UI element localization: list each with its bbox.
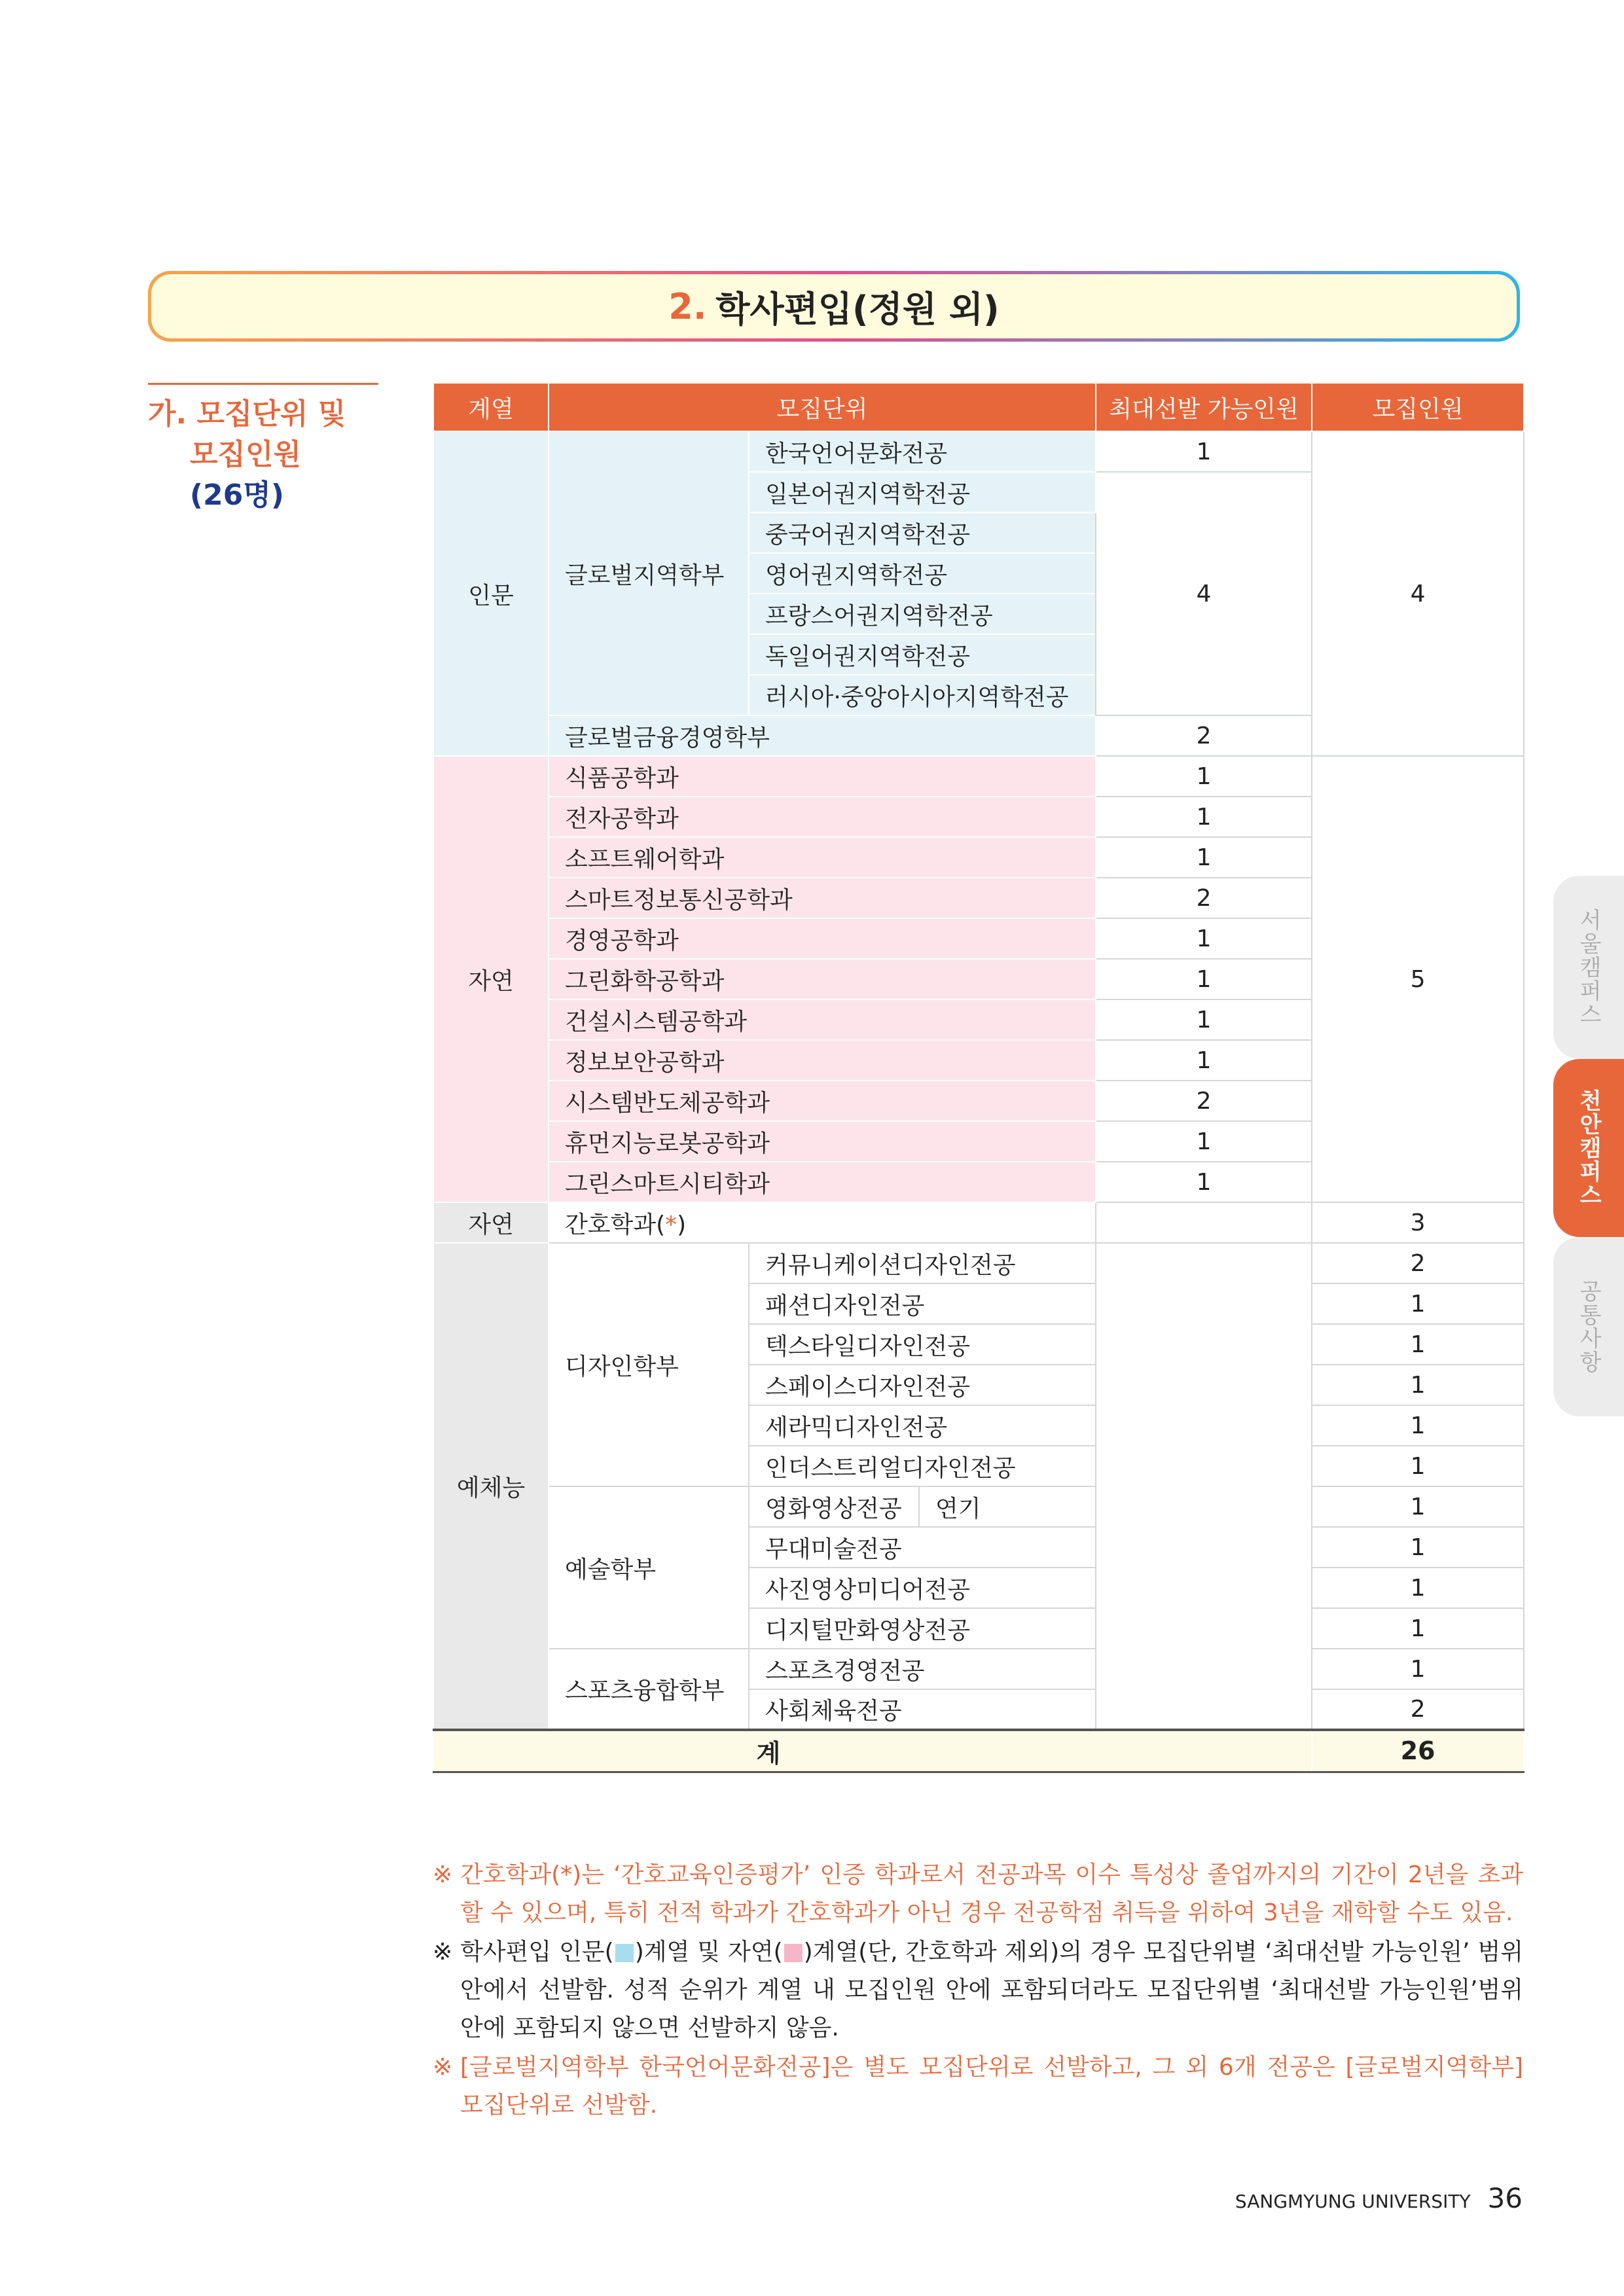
field-humanities: 인문 bbox=[433, 431, 549, 756]
heading-rule bbox=[148, 383, 378, 385]
max-count: 1 bbox=[1096, 1040, 1312, 1081]
header-unit: 모집단위 bbox=[549, 383, 1096, 431]
quota-cell: 1 bbox=[1312, 1324, 1524, 1365]
major-name: 사진영상미디어전공 bbox=[749, 1568, 1096, 1608]
dept-name: 스마트정보통신공학과 bbox=[549, 878, 1096, 918]
page-footer bbox=[1235, 2182, 1523, 2214]
max-count: 2 bbox=[1096, 878, 1312, 918]
major-name: 영어권지역학전공 bbox=[749, 553, 1096, 594]
table-row bbox=[433, 1202, 1524, 1243]
tab-cheonan-campus[interactable] bbox=[1553, 1059, 1624, 1237]
quota-cell: 1 bbox=[1312, 1446, 1524, 1486]
dept-name: 그린스마트시티학과 bbox=[549, 1162, 1096, 1202]
page-number: 36 bbox=[1487, 2182, 1523, 2214]
dept-name: 경영공학과 bbox=[549, 918, 1096, 959]
quota-cell: 1 bbox=[1312, 1649, 1524, 1689]
section-title: 학사편입(정원 외) bbox=[715, 288, 1000, 330]
note-nursing bbox=[433, 1856, 1523, 1932]
notes bbox=[433, 1856, 1523, 2126]
admission-table bbox=[433, 382, 1525, 1773]
major-name: 패션디자인전공 bbox=[749, 1283, 1096, 1324]
major-name: 사회체육전공 bbox=[749, 1689, 1096, 1730]
nursing-name: 간호학과( bbox=[565, 1211, 666, 1238]
major-name: 디지털만화영상전공 bbox=[749, 1608, 1096, 1649]
school-sports: 스포츠융합학부 bbox=[549, 1649, 749, 1730]
field-arts: 예체능 bbox=[433, 1243, 549, 1730]
subsection-heading bbox=[148, 394, 384, 516]
field-natural: 자연 bbox=[433, 756, 549, 1202]
dept-name: 건설시스템공학과 bbox=[549, 999, 1096, 1040]
section-banner-inner bbox=[151, 274, 1517, 338]
quota-cell: 1 bbox=[1312, 1405, 1524, 1446]
major-name: 러시아·중앙아시아지역학전공 bbox=[749, 675, 1096, 715]
max-count: 1 bbox=[1096, 1121, 1312, 1162]
tab-common[interactable] bbox=[1553, 1237, 1624, 1416]
quota-cell: 1 bbox=[1312, 1365, 1524, 1405]
school-art: 예술학부 bbox=[549, 1486, 749, 1649]
major-name: 스포츠경영전공 bbox=[749, 1649, 1096, 1689]
dept-name: 식품공학과 bbox=[549, 756, 1096, 797]
quota-cell: 1 bbox=[1312, 1568, 1524, 1608]
dept-name: 시스템반도체공학과 bbox=[549, 1081, 1096, 1121]
quota-cell: 1 bbox=[1312, 1486, 1524, 1527]
section-number: 2. bbox=[668, 285, 707, 327]
quota-cell: 2 bbox=[1312, 1243, 1524, 1283]
major-name: 스페이스디자인전공 bbox=[749, 1365, 1096, 1405]
humanities-swatch bbox=[615, 1944, 634, 1962]
max-count: 2 bbox=[1096, 715, 1312, 756]
max-count: 1 bbox=[1096, 999, 1312, 1040]
major-name: 인더스트리얼디자인전공 bbox=[749, 1446, 1096, 1486]
max-count-empty bbox=[1096, 1243, 1312, 1730]
max-count: 1 bbox=[1096, 797, 1312, 837]
max-count: 1 bbox=[1096, 918, 1312, 959]
field-nursing: 자연 bbox=[433, 1202, 549, 1243]
table-row bbox=[433, 1649, 1524, 1689]
major-name: 한국언어문화전공 bbox=[749, 431, 1096, 472]
heading-line-1: 가. 모집단위 및 bbox=[148, 397, 346, 431]
table-row bbox=[433, 756, 1524, 797]
dept-nursing bbox=[549, 1202, 1096, 1243]
max-count: 1 bbox=[1096, 837, 1312, 878]
major-sub: 연기 bbox=[919, 1486, 1096, 1527]
tab-label: 서울캠퍼스 bbox=[1575, 908, 1602, 1026]
school-global-finance: 글로벌금융경영학부 bbox=[549, 715, 1096, 756]
tab-seoul-campus[interactable] bbox=[1553, 876, 1624, 1059]
dept-name: 휴먼지능로봇공학과 bbox=[549, 1121, 1096, 1162]
note-text bbox=[460, 1933, 1523, 2047]
footer-university: SANGMYUNG UNIVERSITY bbox=[1235, 2191, 1471, 2212]
major-name: 커뮤니케이션디자인전공 bbox=[749, 1243, 1096, 1283]
note-global-regional bbox=[433, 2049, 1523, 2125]
major-name: 일본어권지역학전공 bbox=[749, 472, 1096, 512]
major-name: 영화영상전공 bbox=[749, 1486, 919, 1527]
note-mark: ※ bbox=[433, 1939, 453, 1965]
max-count: 1 bbox=[1096, 756, 1312, 797]
heading-line-2: 모집인원 bbox=[190, 438, 302, 471]
max-count: 2 bbox=[1096, 1081, 1312, 1121]
school-global-regional: 글로벌지역학부 bbox=[549, 431, 749, 715]
major-name: 무대미술전공 bbox=[749, 1527, 1096, 1568]
major-name: 프랑스어권지역학전공 bbox=[749, 594, 1096, 634]
natural-swatch bbox=[784, 1944, 803, 1962]
max-count: 1 bbox=[1096, 431, 1312, 472]
tab-label: 천안캠퍼스 bbox=[1575, 1089, 1602, 1207]
heading-line-3: (26명) bbox=[190, 478, 284, 512]
quota-cell: 1 bbox=[1312, 1527, 1524, 1568]
note-part: )계열(단, 간호학과 제외)의 경우 모집단위별 ‘최대선발 가능인원’ 범위 안에서 선발함. 성적 순위가 계열 내 모집인원 안에 포함되더라도 모집단위별 ‘최대선발 가능인원’범위 안에 포함되지 않으면 선발하지 않음. bbox=[460, 1939, 1523, 2041]
note-text: [글로벌지역학부 한국언어문화전공]은 별도 모집단위로 선발하고, 그 외 6개 전공은 [글로벌지역학부] 모집단위로 선발함. bbox=[460, 2054, 1523, 2119]
major-name: 텍스타일디자인전공 bbox=[749, 1324, 1096, 1365]
total-quota: 26 bbox=[1312, 1730, 1524, 1772]
quota-nursing: 3 bbox=[1312, 1202, 1524, 1243]
header-field: 계열 bbox=[433, 383, 549, 431]
note-mark: ※ bbox=[433, 2054, 453, 2081]
tab-label: 공통사항 bbox=[1575, 1280, 1602, 1374]
nursing-close: ) bbox=[677, 1211, 687, 1238]
note-mark: ※ bbox=[433, 1861, 453, 1888]
max-count-group: 4 bbox=[1096, 472, 1312, 715]
major-name: 세라믹디자인전공 bbox=[749, 1405, 1096, 1446]
table-row bbox=[433, 431, 1524, 472]
table-row bbox=[433, 1486, 1524, 1527]
max-count-empty bbox=[1096, 1202, 1312, 1243]
header-quota: 모집인원 bbox=[1312, 383, 1524, 431]
quota-cell: 1 bbox=[1312, 1283, 1524, 1324]
note-part: )계열 및 자연( bbox=[634, 1939, 783, 1965]
dept-name: 소프트웨어학과 bbox=[549, 837, 1096, 878]
school-design: 디자인학부 bbox=[549, 1243, 749, 1486]
note-text: 간호학과(*)는 ‘간호교육인증평가’ 인증 학과로서 전공과목 이수 특성상 졸업까지의 기간이 2년을 초과할 수 있으며, 특히 전적 학과가 간호학과가 아닌 경우 전공학점 취득을 위하여 3년을 재학할 수도 있음. bbox=[460, 1861, 1523, 1926]
max-count: 1 bbox=[1096, 959, 1312, 999]
quota-cell: 2 bbox=[1312, 1689, 1524, 1730]
quota-natural: 5 bbox=[1312, 756, 1524, 1202]
quota-cell: 1 bbox=[1312, 1608, 1524, 1649]
header-max: 최대선발 가능인원 bbox=[1096, 383, 1312, 431]
note-part: 학사편입 인문( bbox=[460, 1939, 614, 1965]
dept-name: 전자공학과 bbox=[549, 797, 1096, 837]
note-selection bbox=[433, 1933, 1523, 2047]
section-banner bbox=[148, 271, 1520, 342]
total-row bbox=[433, 1730, 1524, 1772]
table-header-row bbox=[433, 383, 1524, 431]
major-name: 독일어권지역학전공 bbox=[749, 634, 1096, 675]
nursing-asterisk: * bbox=[665, 1211, 677, 1238]
dept-name: 정보보안공학과 bbox=[549, 1040, 1096, 1081]
major-name: 중국어권지역학전공 bbox=[749, 512, 1096, 553]
dept-name: 그린화학공학과 bbox=[549, 959, 1096, 999]
quota-humanities: 4 bbox=[1312, 431, 1524, 756]
table-row bbox=[433, 1243, 1524, 1283]
total-label: 계 bbox=[433, 1730, 1312, 1772]
max-count: 1 bbox=[1096, 1162, 1312, 1202]
